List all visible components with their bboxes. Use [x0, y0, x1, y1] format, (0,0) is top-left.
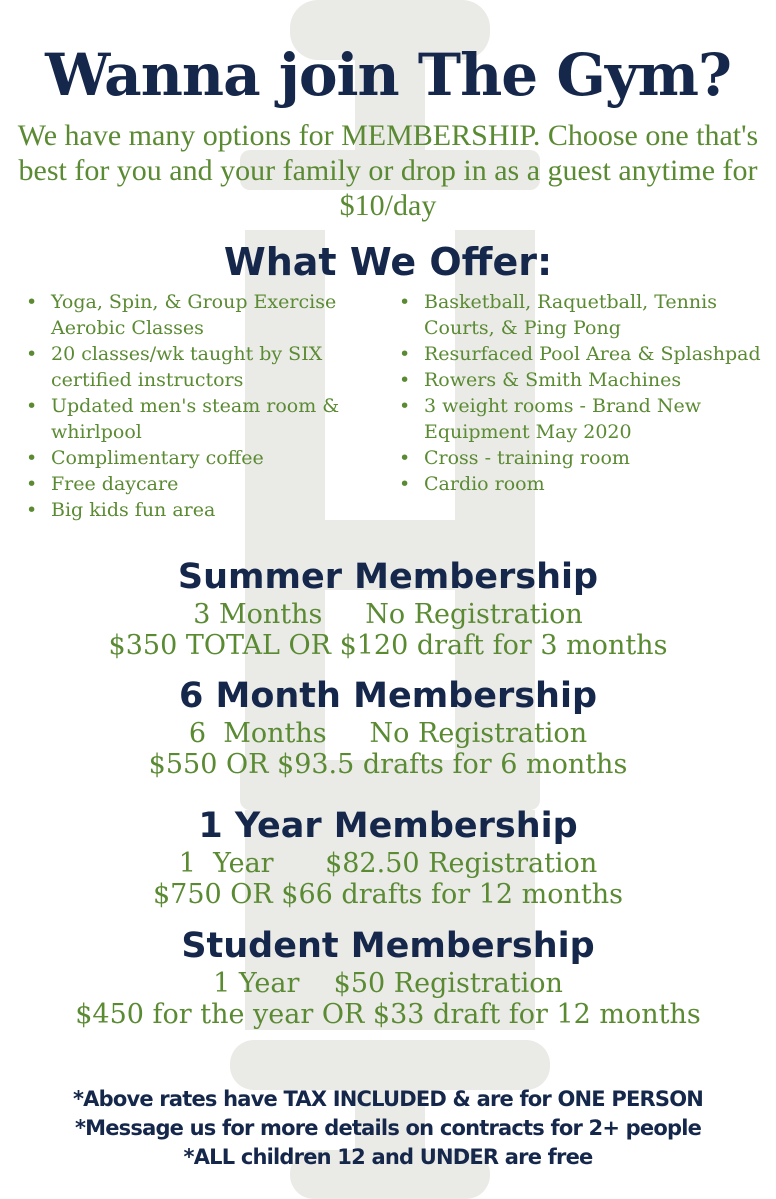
offer-item: • Yoga, Spin, & Group Exercise Aerobic Classes — [24, 289, 384, 341]
plan-terms: 6 Months No Registration — [188, 718, 588, 749]
offer-item: • Big kids fun area — [24, 497, 384, 523]
offer-heading: What We Offer: — [223, 240, 553, 284]
footnote: *Above rates have TAX INCLUDED & are for ONE PERSON — [72, 1087, 704, 1111]
plan-terms: 3 Months No Registration — [193, 599, 583, 630]
plan-price: $450 for the year OR $33 draft for 12 months — [75, 999, 701, 1030]
offer-list-right — [397, 289, 772, 497]
plan-price: $550 OR $93.5 drafts for 6 months — [148, 749, 628, 780]
plan-terms: 1 Year $50 Registration — [213, 968, 563, 999]
plan-name: 6 Month Membership — [178, 676, 598, 716]
plan-name: Student Membership — [181, 926, 595, 966]
footnotes — [0, 1085, 776, 1172]
plan-6-month — [0, 674, 776, 780]
plan-summer — [0, 555, 776, 661]
offer-item: • Cardio room — [397, 471, 772, 497]
intro-text: We have many options for MEMBERSHIP. Choose one that's best for you and your family or drop in as a guest anytime for $10/day — [17, 119, 759, 222]
plan-1-year — [0, 804, 776, 910]
plan-price: $350 TOTAL OR $120 draft for 3 months — [108, 630, 668, 661]
offer-item: • Free daycare — [24, 471, 384, 497]
plan-name: 1 Year Membership — [198, 806, 578, 846]
offer-item: • Resurfaced Pool Area & Splashpad — [397, 341, 772, 367]
plan-name: Summer Membership — [177, 557, 599, 597]
offer-item: • 3 weight rooms - Brand New Equipment May 2020 — [397, 393, 772, 445]
footnote: *ALL children 12 and UNDER are free — [183, 1145, 593, 1169]
offer-item: • Updated men's steam room & whirlpool — [24, 393, 384, 445]
offer-item: • Cross - training room — [397, 445, 772, 471]
plan-terms: 1 Year $82.50 Registration — [178, 848, 598, 879]
offer-item: • Complimentary coffee — [24, 445, 384, 471]
offer-item: • Rowers & Smith Machines — [397, 367, 772, 393]
offer-item: • Basketball, Raquetball, Tennis Courts, & Ping Pong — [397, 289, 772, 341]
offer-list-left — [24, 289, 384, 523]
plan-student — [0, 924, 776, 1030]
offer-item: • 20 classes/wk taught by SIX certified instructors — [24, 341, 384, 393]
page-title: Wanna join The Gym? — [45, 41, 731, 109]
plan-price: $750 OR $66 drafts for 12 months — [152, 879, 624, 910]
footnote: *Message us for more details on contracts for 2+ people — [74, 1116, 702, 1140]
